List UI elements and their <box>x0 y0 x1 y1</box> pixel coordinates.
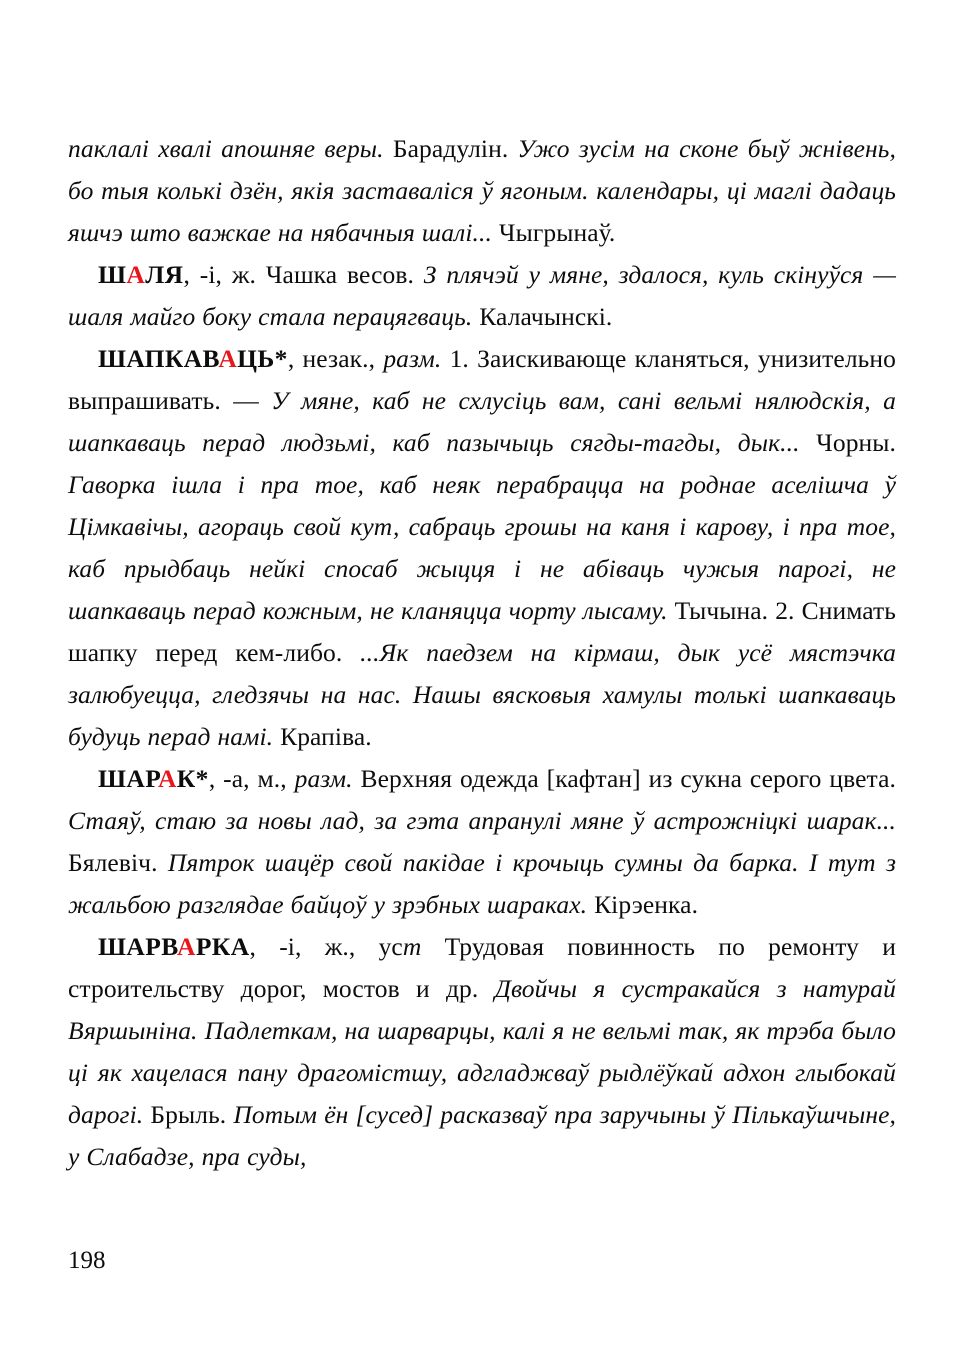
headword-stressed-vowel: А <box>157 764 177 793</box>
definition-text: Барадулін. <box>383 134 509 163</box>
text-column <box>68 128 896 1178</box>
citation-text: У мяне, каб не схлусіць вам, сані вельмі нялюдскія, а шапкаваць перад людзьмі, каб пазычыць сягды-тагды, дык... <box>68 386 896 457</box>
citation-text: т <box>402 932 422 961</box>
entry-sharak <box>68 758 896 926</box>
definition-text: Бялевіч. <box>68 848 168 877</box>
headword-prefix: ШАРВ <box>98 932 177 961</box>
definition-text: Чорны. <box>799 428 897 457</box>
citation-text: Пятрок шацёр свой пакідае і крочыць сумны да барка. І тут з жальбою разглядае байцоў у зрэбных шараках. <box>68 848 897 919</box>
headword <box>98 932 250 961</box>
definition-text: , -і, ж. Чашка весов. <box>183 260 424 289</box>
definition-text: Трудовая повинность по ремонту и строительству дорог, мостов и др. <box>68 932 896 1003</box>
citation-text: ...Як паедзем на кірмаш, дык усё мястэчка залюбуецца, гледзячы на нас. Нашы вясковыя хамулы толькі шапкаваць будуць перад намі. <box>68 638 896 751</box>
citation-text: Двойчы я сустракайся з натурай Вяршыніна. Падлеткам, на шарварцы, калі я не вельмі так, як трэба было ці як хацелася пану драгомістшу, адгладжваў рыдлёўкай адхон глыбокай дарогі. <box>68 974 896 1129</box>
definition-text: Чыгрынаў. <box>491 218 616 247</box>
entry-shapkavac <box>68 338 896 758</box>
headword-suffix: К* <box>176 764 209 793</box>
headword-suffix: ЛЯ <box>145 260 184 289</box>
citation-text: разм. <box>294 764 353 793</box>
headword-stressed-vowel: А <box>218 344 238 373</box>
headword <box>98 764 209 793</box>
headword-suffix: ЦЬ* <box>237 344 288 373</box>
headword-prefix: ШАР <box>98 764 158 793</box>
headword-stressed-vowel: А <box>126 260 146 289</box>
definition-text: Кірэенка. <box>587 890 699 919</box>
citation-text: Ужо зусім на сконе быў жнівень, бо тыя колькі дзён, якія заставаліся ў ягоным. календары, ці маглі дадаць яшчэ што важкае на нябачныя шалі... <box>68 134 896 247</box>
definition-text: , -а, м., <box>208 764 295 793</box>
paragraph-continuation <box>68 128 896 254</box>
citation-text: Потым ён [сусед] расказваў пра заручыны ў Пількаўшчыне, у Слабадзе, пра суды, <box>68 1100 896 1171</box>
headword-stressed-vowel: А <box>177 932 196 961</box>
definition-text: Калачынскі. <box>472 302 613 331</box>
citation-text: Гаворка ішла і пра тое, каб неяк перабрацца на роднае аселішча ў Цімкавічы, агораць свой кут, сабраць грошы на каня і карову, і пра тое, каб прыдбаць нейкі спосаб жыцця і не абіваць чужыя парогі, не шапкаваць перад кожным, не кланяцца чорту лысаму. <box>68 470 896 625</box>
definition-text: Крапіва. <box>273 722 372 751</box>
headword <box>98 344 288 373</box>
citation-text: разм. <box>383 344 442 373</box>
definition-text: , -і, ж., ус <box>249 932 403 961</box>
definition-text: , незак., <box>287 344 384 373</box>
headword-prefix: Ш <box>98 260 127 289</box>
definition-text: Верхняя одежда [кафтан] из сукна серого цвета. <box>352 764 896 793</box>
entry-sharvarka <box>68 926 896 1178</box>
definition-text: 1. Заискивающе кланяться, унизительно выпрашивать. — <box>68 344 896 415</box>
headword-suffix: РКА <box>195 932 250 961</box>
headword <box>98 260 183 289</box>
entry-shalya <box>68 254 896 338</box>
definition-text: Брыль. <box>143 1100 234 1129</box>
citation-text: Стаяў, стаю за новы лад, за гэта апранулі мяне ў астрожніцкі шарак... <box>68 806 896 835</box>
citation-text: паклалі хвалі апошняе веры. <box>68 134 384 163</box>
headword-prefix: ШАПКАВ <box>98 344 219 373</box>
citation-text: З плячэй у мяне, здалося, куль скінуўся — шаля майго боку стала перацягваць. <box>68 260 896 331</box>
page-number: 198 <box>68 1247 106 1274</box>
definition-text: Тычына. 2. Снимать шапку перед кем-либо. <box>68 596 896 667</box>
